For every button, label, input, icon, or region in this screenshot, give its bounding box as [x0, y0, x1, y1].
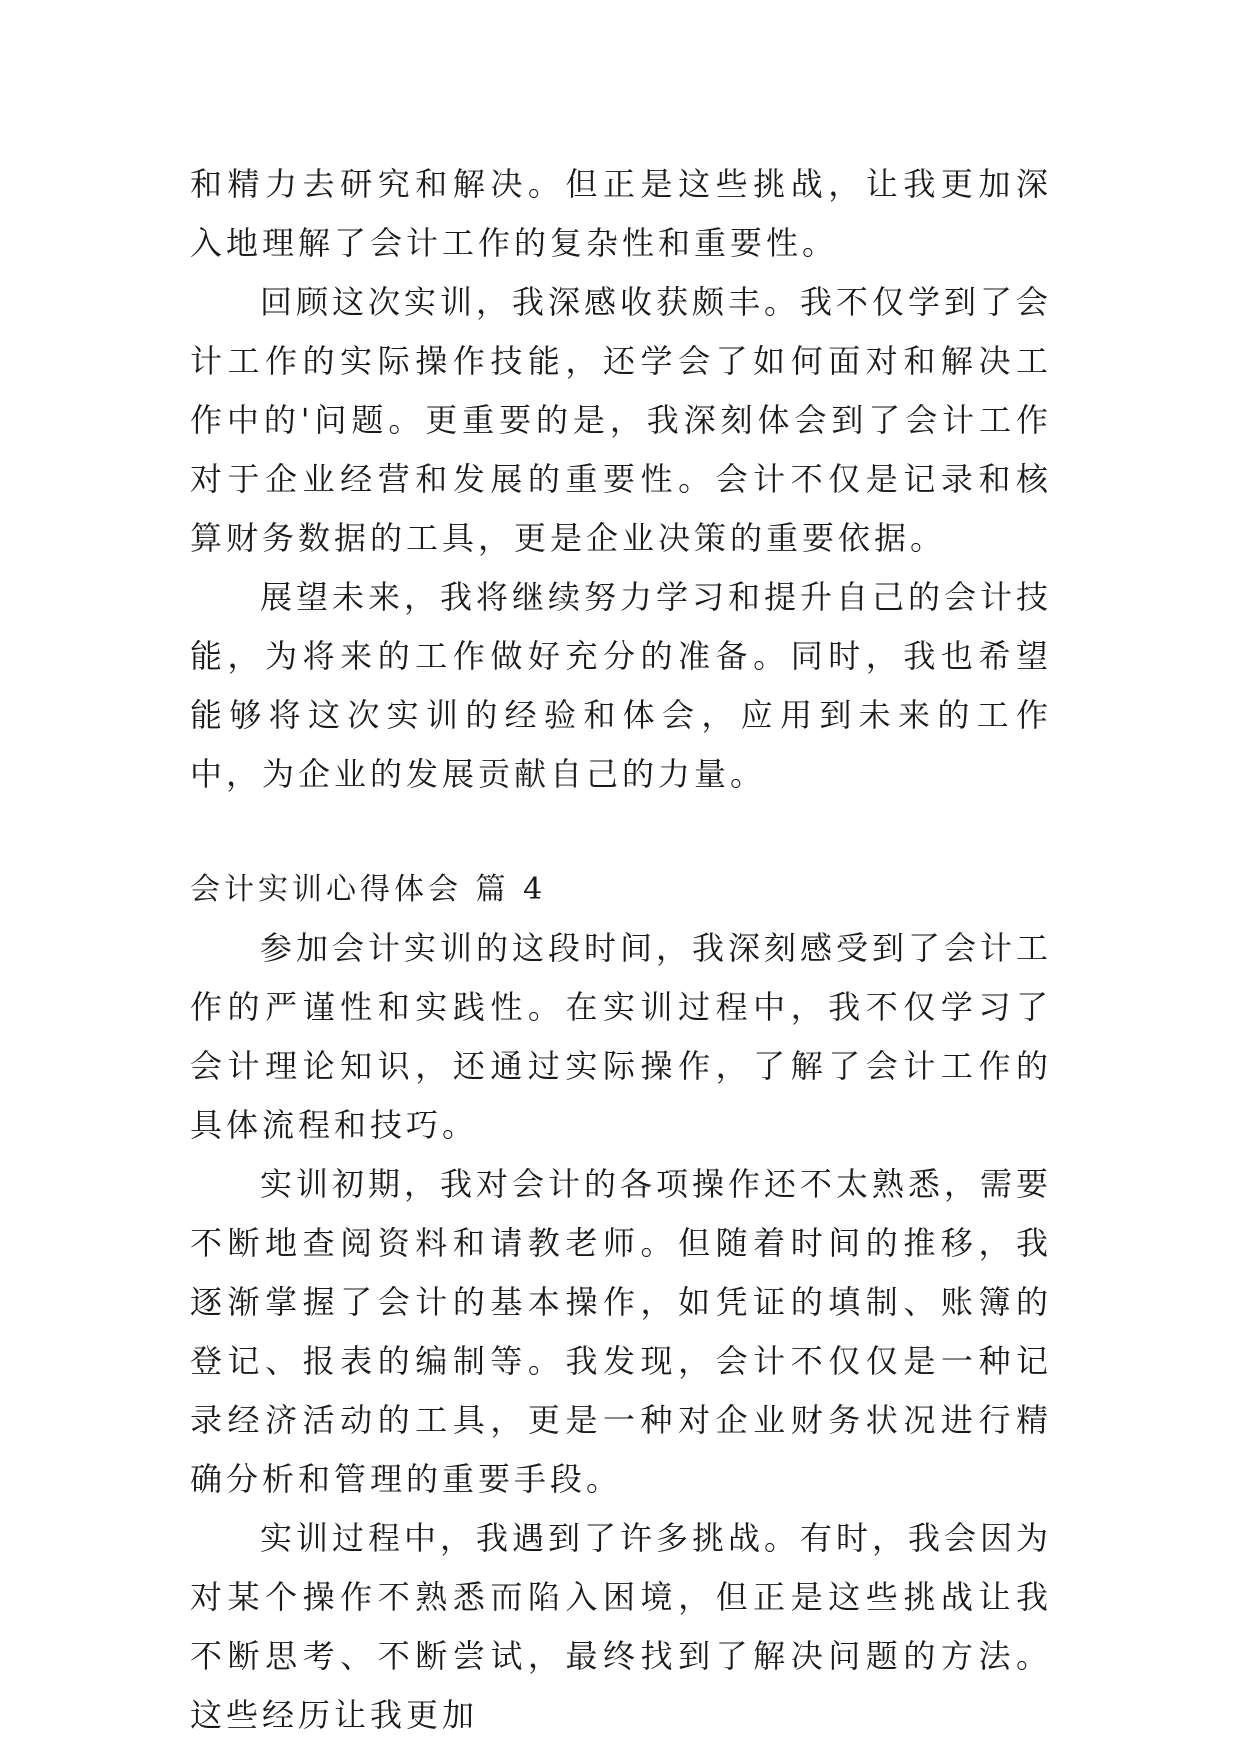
paragraph-4: 参加会计实训的这段时间，我深刻感受到了会计工作的严谨性和实践性。在实训过程中，我不仅学习了会计理论知识，还通过实际操作，了解了会计工作的具体流程和技巧。 [190, 929, 1053, 1144]
section-spacer [190, 804, 1052, 860]
paragraph-5: 实训初期，我对会计的各项操作还不太熟悉，需要不断地查阅资料和请教老师。但随着时间的推移，我逐渐掌握了会计的基本操作，如凭证的填制、账簿的登记、报表的编制等。我发现，会计不仅仅是一种记录经济活动的工具，更是一种对企业财务状况进行精确分析和管理的重要手段。 [190, 1165, 1053, 1498]
paragraph-6: 实训过程中，我遇到了许多挑战。有时，我会因为对某个操作不熟悉而陷入困境，但正是这些挑战让我不断思考、不断尝试，最终找到了解决问题的方法。这些经历让我更加 [190, 1519, 1053, 1734]
paragraph-1: 和精力去研究和解决。但正是这些挑战，让我更加深入地理解了会计工作的复杂性和重要性。 [190, 165, 1052, 262]
paragraph-3: 展望未来，我将继续努力学习和提升自己的会计技能，为将来的工作做好充分的准备。同时，我也希望能够将这次实训的经验和体会，应用到未来的工作中，为企业的发展贡献自己的力量。 [190, 578, 1053, 793]
paragraph-2: 回顾这次实训，我深感收获颇丰。我不仅学到了会计工作的实际操作技能，还学会了如何面对和解决工作中的'问题。更重要的是，我深刻体会到了会计工作对于企业经营和发展的重要性。会计不仅是记录和核算财务数据的工具，更是企业决策的重要依据。 [190, 283, 1053, 557]
section-heading: 会计实训心得体会 篇 4 [190, 872, 547, 907]
document-body [190, 155, 1052, 1745]
